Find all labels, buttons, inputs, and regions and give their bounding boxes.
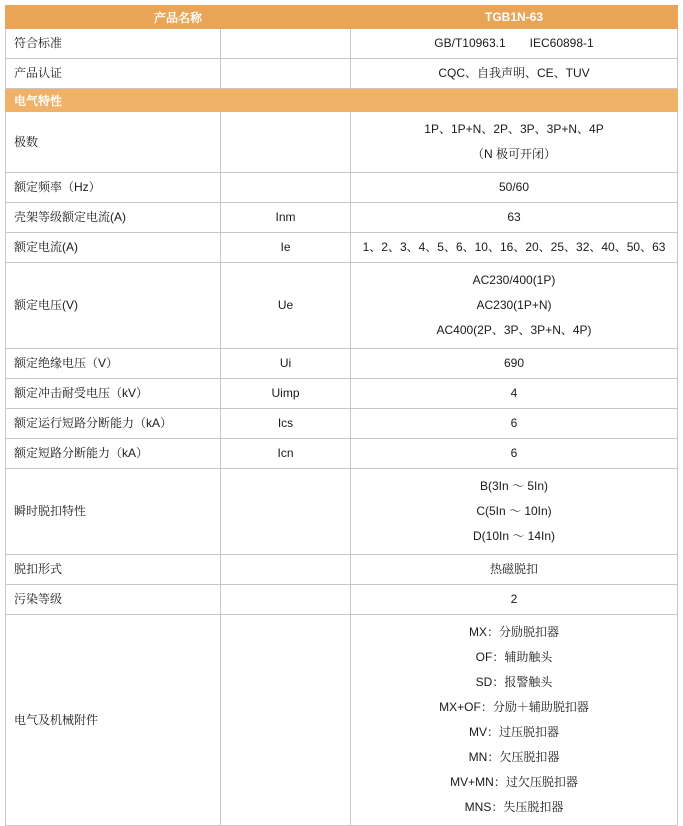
row-label-cell xyxy=(6,555,221,585)
header-name-cell xyxy=(6,6,351,29)
row-value-cell xyxy=(351,173,678,203)
table-row xyxy=(6,29,678,59)
row-value-line: C(5In ～ 10In) xyxy=(476,504,552,518)
row-value-line: D(10In ～ 14In) xyxy=(472,529,556,543)
row-label-cell xyxy=(6,173,221,203)
table-row xyxy=(6,173,678,203)
row-value-line: GB/T10963.1 IEC60898-1 xyxy=(434,36,594,50)
row-label: 额定电流(A) xyxy=(14,240,78,254)
product-spec-table xyxy=(5,5,678,826)
row-symbol-cell xyxy=(221,59,351,89)
row-label-cell xyxy=(6,203,221,233)
row-symbol-cell xyxy=(221,112,351,173)
row-label-cell xyxy=(6,263,221,349)
row-value-line: 1P、1P+N、2P、3P、3P+N、4P xyxy=(424,122,604,136)
row-label: 电气及机械附件 xyxy=(14,712,99,727)
row-symbol-cell xyxy=(221,469,351,555)
row-value-line: 1、2、3、4、5、6、10、16、20、25、32、40、50、63 xyxy=(362,240,666,254)
row-value-line: OF：辅助触头 xyxy=(475,650,553,664)
row-label-cell xyxy=(6,409,221,439)
row-symbol: Ue xyxy=(277,298,294,312)
row-label: 符合标准 xyxy=(14,36,63,50)
row-value-cell xyxy=(351,439,678,469)
row-symbol-cell xyxy=(221,409,351,439)
row-value-line: SD：报警触头 xyxy=(475,675,553,689)
table-row xyxy=(6,263,678,349)
row-value-line: 690 xyxy=(503,356,525,370)
row-value-cell xyxy=(351,555,678,585)
row-label: 产品认证 xyxy=(14,66,63,80)
header-model-label: TGB1N-63 xyxy=(485,10,544,24)
row-symbol-cell xyxy=(221,29,351,59)
row-label: 额定冲击耐受电压（kV） xyxy=(14,386,149,400)
row-value-line: AC230/400(1P) xyxy=(472,273,556,287)
row-value-cell xyxy=(351,469,678,555)
row-value-line: 50/60 xyxy=(498,180,530,194)
row-label: 额定运行短路分断能力（kA） xyxy=(14,416,173,430)
header-model-cell xyxy=(351,6,678,29)
row-value-cell xyxy=(351,379,678,409)
row-label-cell xyxy=(6,615,221,826)
row-symbol: Ie xyxy=(280,240,291,254)
row-label-cell xyxy=(6,379,221,409)
table-row xyxy=(6,203,678,233)
row-value-line: MX+OF：分励＋辅助脱扣器 xyxy=(439,700,589,714)
row-symbol-cell xyxy=(221,555,351,585)
table-row xyxy=(6,615,678,826)
row-value-line: MV：过压脱扣器 xyxy=(469,725,560,739)
row-symbol: Uimp xyxy=(271,386,300,400)
row-label-cell xyxy=(6,349,221,379)
table-header-row xyxy=(6,6,678,29)
row-value-line: AC400(2P、3P、3P+N、4P) xyxy=(436,323,592,337)
table-row xyxy=(6,112,678,173)
row-symbol-cell xyxy=(221,173,351,203)
row-label: 额定频率（Hz） xyxy=(14,180,101,194)
row-value-line: （N 极可开闭） xyxy=(472,147,557,161)
row-label-cell xyxy=(6,29,221,59)
row-label-cell xyxy=(6,469,221,555)
row-value-line: 63 xyxy=(507,210,521,224)
row-value-line: 6 xyxy=(510,416,518,430)
row-symbol-cell xyxy=(221,615,351,826)
row-label: 污染等级 xyxy=(14,592,63,606)
row-value-cell xyxy=(351,349,678,379)
row-value-line: 4 xyxy=(510,386,518,400)
row-value-line: MNS：失压脱扣器 xyxy=(464,800,564,814)
section-header-label: 电气特性 xyxy=(14,93,63,108)
row-symbol: Ui xyxy=(279,356,292,370)
row-value-cell xyxy=(351,112,678,173)
row-label-cell xyxy=(6,439,221,469)
table-row xyxy=(6,59,678,89)
row-value-cell xyxy=(351,585,678,615)
row-label: 额定绝缘电压（V） xyxy=(14,356,119,370)
row-value-line: B(3In ～ 5In) xyxy=(479,479,549,493)
row-value-cell xyxy=(351,615,678,826)
row-label-cell xyxy=(6,585,221,615)
row-value-line: MX：分励脱扣器 xyxy=(469,625,560,639)
row-label: 脱扣形式 xyxy=(14,562,63,576)
row-value-line: 6 xyxy=(510,446,518,460)
row-value-cell xyxy=(351,263,678,349)
spec-table-body xyxy=(6,6,678,826)
row-symbol-cell xyxy=(221,263,351,349)
header-name-label: 产品名称 xyxy=(154,10,203,25)
row-value-line: 热磁脱扣 xyxy=(490,562,539,576)
row-value-line: AC230(1P+N) xyxy=(476,298,552,312)
row-symbol-cell xyxy=(221,585,351,615)
table-row xyxy=(6,409,678,439)
row-value-line: 2 xyxy=(510,592,518,606)
table-row xyxy=(6,379,678,409)
row-value-cell xyxy=(351,409,678,439)
row-symbol: Inm xyxy=(275,210,296,224)
row-label: 额定短路分断能力（kA） xyxy=(14,446,149,460)
table-row xyxy=(6,349,678,379)
row-value-line: MV+MN：过欠压脱扣器 xyxy=(450,775,578,789)
row-label-cell xyxy=(6,59,221,89)
row-label: 瞬时脱扣特性 xyxy=(14,504,87,518)
row-symbol: Ics xyxy=(277,416,294,430)
row-symbol-cell xyxy=(221,439,351,469)
row-symbol-cell xyxy=(221,233,351,263)
row-symbol-cell xyxy=(221,203,351,233)
table-row xyxy=(6,233,678,263)
row-value-line: CQC、自我声明、CE、TUV xyxy=(438,66,590,80)
section-header-cell xyxy=(6,89,678,112)
row-value-cell xyxy=(351,59,678,89)
row-label-cell xyxy=(6,112,221,173)
row-symbol-cell xyxy=(221,379,351,409)
table-row xyxy=(6,439,678,469)
section-header-row xyxy=(6,89,678,112)
table-row xyxy=(6,585,678,615)
table-row xyxy=(6,555,678,585)
row-label: 极数 xyxy=(14,134,39,149)
row-value-cell xyxy=(351,233,678,263)
row-value-cell xyxy=(351,203,678,233)
table-row xyxy=(6,469,678,555)
row-value-cell xyxy=(351,29,678,59)
row-symbol: Icn xyxy=(277,446,294,460)
row-symbol-cell xyxy=(221,349,351,379)
row-label: 额定电压(V) xyxy=(14,298,78,312)
row-label: 壳架等级额定电流(A) xyxy=(14,210,126,224)
row-value-line: MN：欠压脱扣器 xyxy=(468,750,560,764)
row-label-cell xyxy=(6,233,221,263)
